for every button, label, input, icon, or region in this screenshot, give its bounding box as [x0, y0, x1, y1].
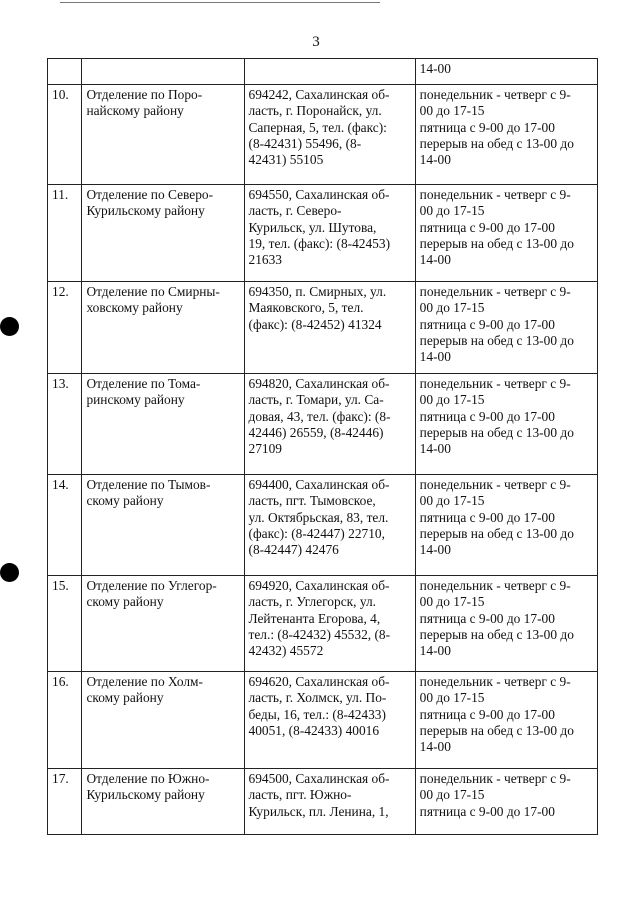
hours-line: пятница с 9-00 до 17-00	[419, 610, 555, 626]
cell-number: 10.	[48, 85, 82, 185]
address-line: Лейтенанта Егорова, 4,	[248, 610, 381, 626]
office-name-line: Отделение по Тома-	[86, 376, 201, 391]
table-row	[48, 672, 598, 769]
cell-office-name	[82, 769, 244, 835]
address-line: ласть, пгт. Тымовское,	[248, 493, 376, 509]
hours-line: перерыв на обед с 13-00 до	[419, 332, 574, 348]
address-line: 694350, п. Смирных, ул.	[248, 284, 387, 299]
hours-line: 00 до 17-15	[419, 103, 485, 119]
hours-line: понедельник - четверг с 9-	[419, 477, 571, 492]
hours-line: перерыв на обед с 13-00 до	[419, 525, 574, 541]
cell-number	[48, 59, 82, 85]
address-line: тел.: (8-42432) 45532, (8-	[248, 626, 391, 642]
hours-line: 14-00	[419, 152, 451, 168]
cell-hours	[415, 282, 597, 374]
hours-line: перерыв на обед с 13-00 до	[419, 722, 574, 738]
address-line: (8-42447) 42476	[248, 542, 339, 558]
address-line: 694550, Сахалинская об-	[248, 187, 390, 202]
address-line: беды, 16, тел.: (8-42433)	[248, 706, 386, 722]
address-line: Маяковского, 5, тел.	[248, 300, 364, 316]
cell-hours	[415, 59, 597, 85]
address-line: довая, 43, тел. (факс): (8-	[248, 408, 391, 424]
cell-office-name	[82, 59, 244, 85]
table-row	[48, 185, 598, 282]
cell-office-name	[82, 282, 244, 374]
hours-line: понедельник - четверг с 9-	[419, 187, 571, 202]
address-line: ласть, пгт. Южно-	[248, 787, 352, 803]
office-name-line: Отделение по Поро-	[86, 87, 203, 102]
cell-address	[244, 85, 415, 185]
cell-office-name	[82, 475, 244, 576]
table-row	[48, 374, 598, 475]
office-name-line: Курильскому району	[86, 203, 205, 219]
cell-number: 17.	[48, 769, 82, 835]
address-line: ласть, г. Томари, ул. Са-	[248, 392, 384, 408]
cell-address	[244, 769, 415, 835]
cell-address	[244, 374, 415, 475]
hours-line: 00 до 17-15	[419, 392, 485, 408]
hours-line: перерыв на обед с 13-00 до	[419, 626, 574, 642]
office-name-line: ховскому району	[86, 300, 183, 316]
hours-line: 00 до 17-15	[419, 493, 485, 509]
offices-table	[47, 58, 598, 835]
hours-line: 14-00	[419, 61, 451, 76]
cell-address	[244, 59, 415, 85]
binder-hole-mark	[0, 317, 19, 336]
offices-table-body	[48, 59, 598, 835]
address-line: ласть, г. Поронайск, ул.	[248, 103, 382, 119]
hours-line: понедельник - четверг с 9-	[419, 674, 571, 689]
office-name-line: скому району	[86, 493, 164, 509]
hours-line: понедельник - четверг с 9-	[419, 578, 571, 593]
address-line: Курильск, ул. Шутова,	[248, 219, 377, 235]
binder-hole-mark	[0, 563, 19, 582]
hours-line: 00 до 17-15	[419, 594, 485, 610]
cell-number: 16.	[48, 672, 82, 769]
address-line: (8-42431) 55496, (8-	[248, 135, 362, 151]
hours-line: 14-00	[419, 739, 451, 755]
address-line: 42432) 45572	[248, 643, 324, 659]
page-number: 3	[312, 34, 320, 50]
hours-line: 00 до 17-15	[419, 300, 485, 316]
cell-address	[244, 576, 415, 672]
cell-office-name	[82, 185, 244, 282]
table-row	[48, 576, 598, 672]
cell-address	[244, 672, 415, 769]
hours-line: понедельник - четверг с 9-	[419, 87, 571, 102]
hours-line: 14-00	[419, 542, 451, 558]
office-name-line: скому району	[86, 690, 164, 706]
table-row	[48, 769, 598, 835]
address-line: 694242, Сахалинская об-	[248, 87, 390, 102]
address-line: ласть, г. Углегорск, ул.	[248, 594, 376, 610]
address-line: Курильск, пл. Ленина, 1,	[248, 803, 389, 819]
hours-line: перерыв на обед с 13-00 до	[419, 424, 574, 440]
hours-line: понедельник - четверг с 9-	[419, 771, 571, 786]
hours-line: 14-00	[419, 643, 451, 659]
cell-hours	[415, 185, 597, 282]
address-line: 694820, Сахалинская об-	[248, 376, 390, 391]
hours-line: 00 до 17-15	[419, 203, 485, 219]
cell-number: 11.	[48, 185, 82, 282]
cell-number: 14.	[48, 475, 82, 576]
cell-office-name	[82, 374, 244, 475]
office-name-line: Отделение по Южно-	[86, 771, 210, 786]
office-name-line: Отделение по Северо-	[86, 187, 214, 202]
table-row	[48, 282, 598, 374]
office-name-line: скому району	[86, 594, 164, 610]
cell-hours	[415, 576, 597, 672]
hours-line: понедельник - четверг с 9-	[419, 284, 571, 299]
address-line: 694620, Сахалинская об-	[248, 674, 390, 689]
address-line: Саперная, 5, тел. (факс):	[248, 119, 387, 135]
cell-office-name	[82, 576, 244, 672]
cell-hours	[415, 85, 597, 185]
hours-line: пятница с 9-00 до 17-00	[419, 316, 555, 332]
hours-line: пятница с 9-00 до 17-00	[419, 119, 555, 135]
hours-line: понедельник - четверг с 9-	[419, 376, 571, 391]
hours-line: пятница с 9-00 до 17-00	[419, 219, 555, 235]
table-row	[48, 85, 598, 185]
continuation-row	[48, 59, 598, 85]
office-name-line: Отделение по Смирны-	[86, 284, 220, 299]
hours-line: перерыв на обед с 13-00 до	[419, 135, 574, 151]
address-line: 694920, Сахалинская об-	[248, 578, 390, 593]
office-name-line: найскому району	[86, 103, 184, 119]
cell-hours	[415, 374, 597, 475]
hours-line: 00 до 17-15	[419, 690, 485, 706]
office-name-line: Отделение по Тымов-	[86, 477, 211, 492]
cell-hours	[415, 672, 597, 769]
cell-address	[244, 475, 415, 576]
table-row	[48, 475, 598, 576]
cell-number: 13.	[48, 374, 82, 475]
hours-line: пятница с 9-00 до 17-00	[419, 408, 555, 424]
address-line: 40051, (8-42433) 40016	[248, 722, 380, 738]
hours-line: 14-00	[419, 252, 451, 268]
office-name-line: ринскому району	[86, 392, 185, 408]
hours-line: 00 до 17-15	[419, 787, 485, 803]
cell-hours	[415, 769, 597, 835]
cell-hours	[415, 475, 597, 576]
address-line: ласть, г. Холмск, ул. По-	[248, 690, 387, 706]
cell-office-name	[82, 672, 244, 769]
hours-line: пятница с 9-00 до 17-00	[419, 803, 555, 819]
hours-line: 14-00	[419, 441, 451, 457]
address-line: 42446) 26559, (8-42446)	[248, 424, 384, 440]
address-line: 694400, Сахалинская об-	[248, 477, 390, 492]
hours-line: 14-00	[419, 349, 451, 365]
address-line: (факс): (8-42452) 41324	[248, 316, 382, 332]
cell-number: 15.	[48, 576, 82, 672]
hours-line: пятница с 9-00 до 17-00	[419, 509, 555, 525]
cell-address	[244, 282, 415, 374]
hours-line: перерыв на обед с 13-00 до	[419, 235, 574, 251]
address-line: ласть, г. Северо-	[248, 203, 342, 219]
address-line: (факс): (8-42447) 22710,	[248, 525, 385, 541]
top-rule	[60, 2, 380, 3]
hours-line: пятница с 9-00 до 17-00	[419, 706, 555, 722]
address-line: ул. Октябрьская, 83, тел.	[248, 509, 389, 525]
cell-office-name	[82, 85, 244, 185]
office-name-line: Отделение по Углегор-	[86, 578, 217, 593]
office-name-line: Отделение по Холм-	[86, 674, 203, 689]
address-line: 27109	[248, 441, 282, 457]
address-line: 42431) 55105	[248, 152, 324, 168]
address-line: 694500, Сахалинская об-	[248, 771, 390, 786]
cell-address	[244, 185, 415, 282]
address-line: 19, тел. (факс): (8-42453)	[248, 235, 391, 251]
address-line: 21633	[248, 252, 282, 268]
cell-number: 12.	[48, 282, 82, 374]
office-name-line: Курильскому району	[86, 787, 205, 803]
